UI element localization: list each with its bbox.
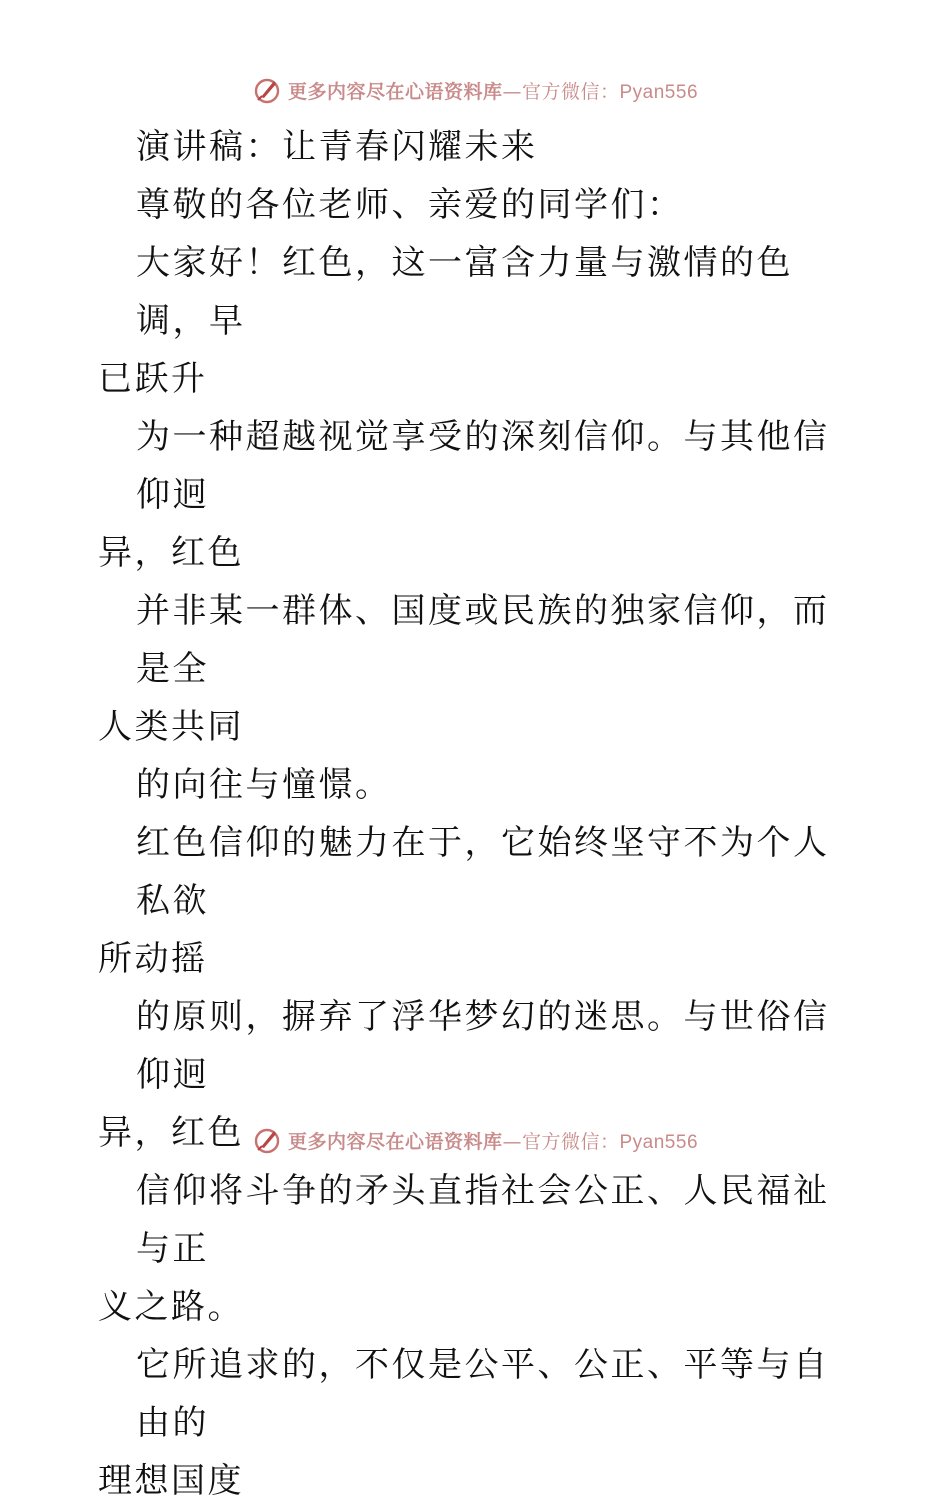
text-line: 理想国度 xyxy=(98,1461,244,1501)
text-line: 的原则，摒弃了浮华梦幻的迷思。与世俗信仰迥 xyxy=(136,997,830,1095)
text-line: 为一种超越视觉享受的深刻信仰。与其他信仰迥 xyxy=(136,417,830,515)
text-line: 异，红色 xyxy=(98,533,244,573)
text-line: 大家好！红色，这一富含力量与激情的色调，早 xyxy=(136,243,793,341)
text-line: 已跃升 xyxy=(98,359,208,399)
document-body xyxy=(98,118,858,1510)
text-line: 异，红色 xyxy=(98,1113,244,1153)
quill-logo-icon xyxy=(252,75,282,105)
watermark-site-name: 更多内容尽在心语资料库 xyxy=(287,80,503,103)
text-line: 并非某一群体、国度或民族的独家信仰，而是全 xyxy=(136,591,830,689)
watermark-wechat-id: Pyan556 xyxy=(619,1131,699,1153)
watermark-wechat-label: 官方微信： xyxy=(521,1130,620,1153)
text-line: 它所追求的，不仅是公平、公正、平等与自由的 xyxy=(136,1345,830,1443)
footer-watermark xyxy=(0,1122,950,1158)
watermark-site-name: 更多内容尽在心语资料库 xyxy=(287,1130,503,1153)
watermark-wechat-label: 官方微信： xyxy=(521,80,620,103)
text-line: 信仰将斗争的矛头直指社会公正、人民福祉与正 xyxy=(136,1171,830,1269)
watermark-wechat-id: Pyan556 xyxy=(619,81,699,103)
text-line: 所动摇 xyxy=(98,939,208,979)
footer-watermark-text xyxy=(288,1127,698,1154)
text-line: 义之路。 xyxy=(98,1287,244,1327)
text-line: 演讲稿：让青春闪耀未来 xyxy=(136,127,538,167)
header-watermark xyxy=(0,72,950,108)
text-line: 红色信仰的魅力在于，它始终坚守不为个人私欲 xyxy=(136,823,830,921)
watermark-dash: — xyxy=(502,1130,522,1153)
watermark-dash: — xyxy=(502,80,522,103)
text-line: 尊敬的各位老师、亲爱的同学们： xyxy=(136,185,684,225)
text-line: 的向往与憧憬。 xyxy=(136,765,392,805)
quill-logo-icon xyxy=(252,1125,282,1155)
header-watermark-text xyxy=(288,77,698,104)
text-line: 人类共同 xyxy=(98,707,244,747)
